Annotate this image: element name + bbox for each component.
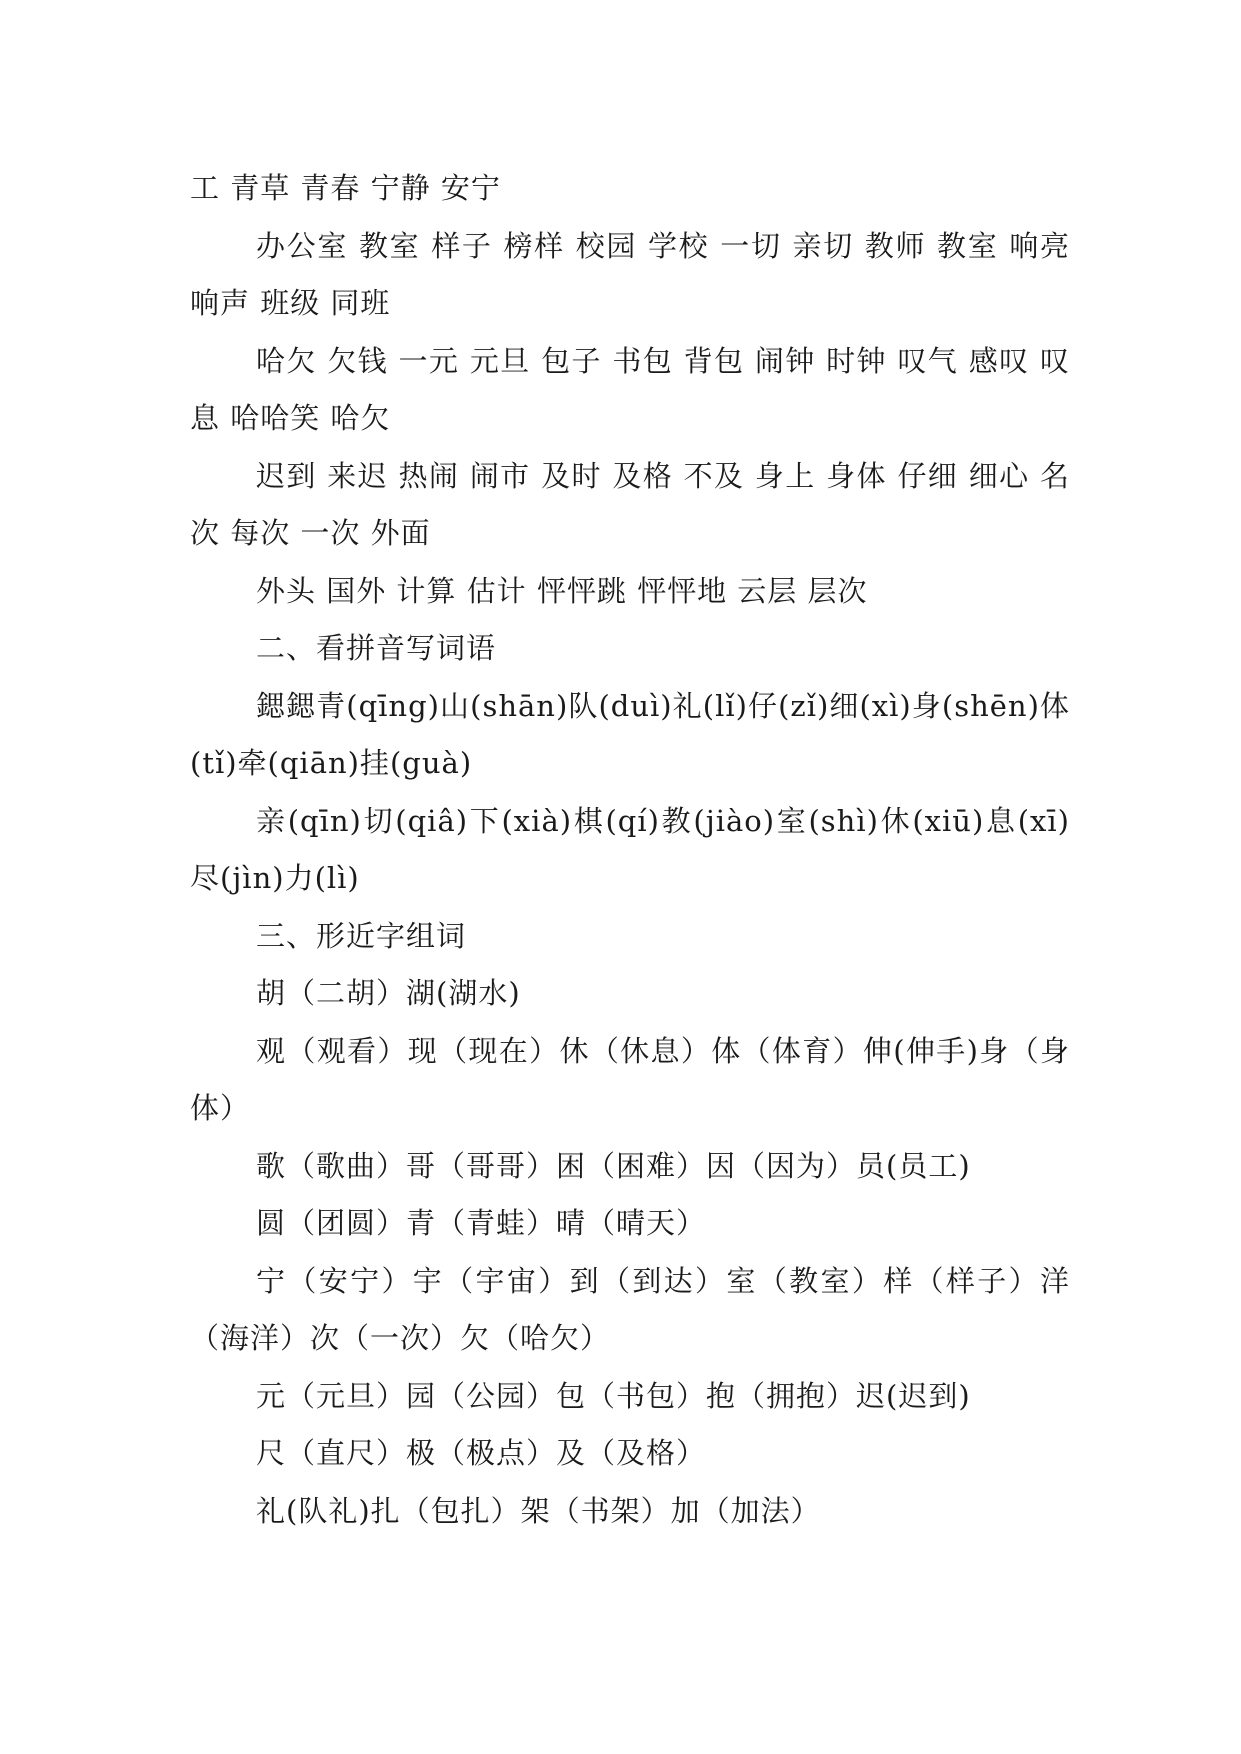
pinyin-paragraph-2: 亲(qīn)切(qiâ)下(xià)棋(qí)教(jiào)室(shì)休(xiū)息(xī)尽(jìn)力(lì) bbox=[190, 803, 1070, 895]
section-heading-pinyin: 二、看拼音写词语 bbox=[256, 631, 497, 665]
similar-chars-line-6: 元（元旦）园（公园）包（书包）抱（拥抱）迟(迟到) bbox=[256, 1378, 971, 1413]
similar-chars-line-8: 礼(队礼)扎（包扎）架（书架）加（加法） bbox=[256, 1493, 821, 1528]
vocab-paragraph-late: 迟到 来迟 热闹 闹市 及时 及格 不及 身上 身体 仔细 细心 名次 每次 一次 外面 bbox=[190, 458, 1070, 550]
vocab-paragraph-yawn: 哈欠 欠钱 一元 元旦 包子 书包 背包 闹钟 时钟 叹气 感叹 叹息 哈哈笑 哈欠 bbox=[190, 343, 1070, 435]
similar-chars-line-3: 歌（歌曲）哥（哥哥）困（困难）因（因为）员(员工) bbox=[256, 1148, 971, 1183]
pinyin-paragraph-1: 鍶鍶青(qīng)山(shān)队(duì)礼(lǐ)仔(zǐ)细(xì)身(shēn)体(tǐ)牵(qiān)挂(guà) bbox=[190, 688, 1070, 780]
similar-chars-line-7: 尺（直尺）极（极点）及（及格） bbox=[256, 1436, 707, 1470]
similar-chars-line-1: 胡（二胡）湖(湖水) bbox=[256, 976, 521, 1010]
document-body bbox=[190, 160, 1070, 1540]
vocab-paragraph-office: 办公室 教室 样子 榜样 校园 学校 一切 亲切 教师 教室 响亮 响声 班级 同班 bbox=[190, 228, 1070, 320]
similar-chars-line-5: 宁（安宁）宇（宇宙）到（到达）室（教室）样（样子）洋（海洋）次（一次）欠（哈欠） bbox=[190, 1263, 1070, 1355]
section-heading-similar-chars: 三、形近字组词 bbox=[256, 918, 467, 953]
vocab-paragraph-outside: 外头 国外 计算 估计 怦怦跳 怦怦地 云层 层次 bbox=[256, 573, 868, 608]
similar-chars-line-2: 观（观看）现（现在）休（休息）体（体育）伸(伸手)身（身体） bbox=[190, 1033, 1070, 1125]
vocab-line-continuation: 工 青草 青春 宁静 安宁 bbox=[190, 171, 501, 205]
similar-chars-line-4: 圆（团圆）青（青蛙）晴（晴天） bbox=[256, 1206, 707, 1240]
